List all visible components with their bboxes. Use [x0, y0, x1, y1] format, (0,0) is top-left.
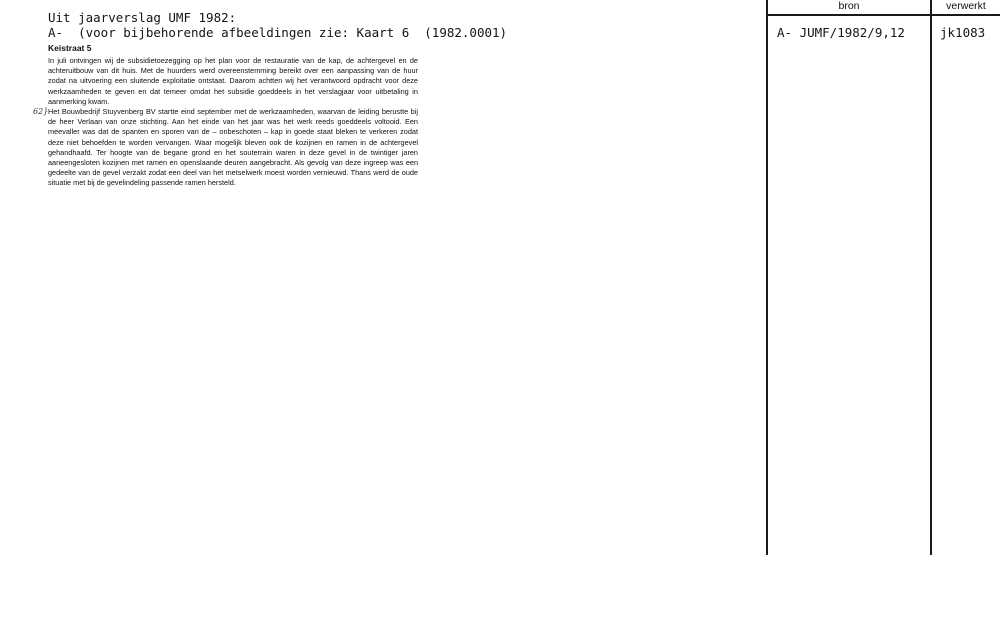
header-line-source: Uit jaarverslag UMF 1982:: [48, 10, 237, 25]
verwerkt-value: jk1083: [940, 25, 986, 40]
column-divider-middle: [930, 0, 932, 555]
column-header-bron: bron: [838, 0, 860, 12]
article-paragraph-2: Het Bouwbedrijf Stuyvenberg BV startte eind september met de werkzaamheden, waarvan de leiding berustte bij de heer Verlaan van onze stichting. Aan het einde van het jaar was het werk reeds goeddeels voltooid. Een meevaller was dat de spanten en sporen van de – onbeschoten – kap in goede staat bleken te verkeren zodat deze niet behoefden te worden vervangen. Waar mogelijk bleven ook de kozijnen en ramen in de achtergevel gehandhaafd. Ter hoogte van de begane grond en het souterrain waren in deze gevel in de twintiger jaren aaneengesloten kozijnen met ramen en openslaande deuren aangebracht. Als gevolg van deze ingreep was een gedeelte van de gevel verzakt zodat een deel van het metselwerk moest worden vernieuwd. Thans werd de oude situatie met bij de gevelindeling passende ramen hersteld.: [48, 107, 418, 188]
bron-value: A- JUMF/1982/9,12: [777, 25, 905, 40]
header-line-reference: A- (voor bijbehorende afbeeldingen zie: Kaart 6 (1982.0001): [48, 25, 508, 40]
article-paragraph-1: In juli ontvingen wij de subsidietoezegging op het plan voor de restauratie van de kap, de achtergevel en de achteruitbouw van dit huis. Met de huurders werd overeenstemming bereikt over een aanpassing van de huur zodat na uitvoering een sluitende exploitatie ontstaat. Daarom achtten wij het verantwoord opdracht voor deze werkzaamheden te geven en dat temeer omdat het subsidie goeddeels in het verslagjaar voor uitbetaling in aanmerking kwam.: [48, 56, 418, 106]
header-rule: [766, 14, 1000, 16]
column-header-verwerkt: verwerkt: [946, 0, 986, 12]
article-clipping: [33, 43, 418, 189]
column-divider-left: [766, 0, 768, 555]
handwritten-margin-mark: 62}: [33, 107, 49, 117]
article-paragraph-2-wrap: [33, 107, 418, 189]
article-title: Keistraat 5: [48, 43, 92, 53]
